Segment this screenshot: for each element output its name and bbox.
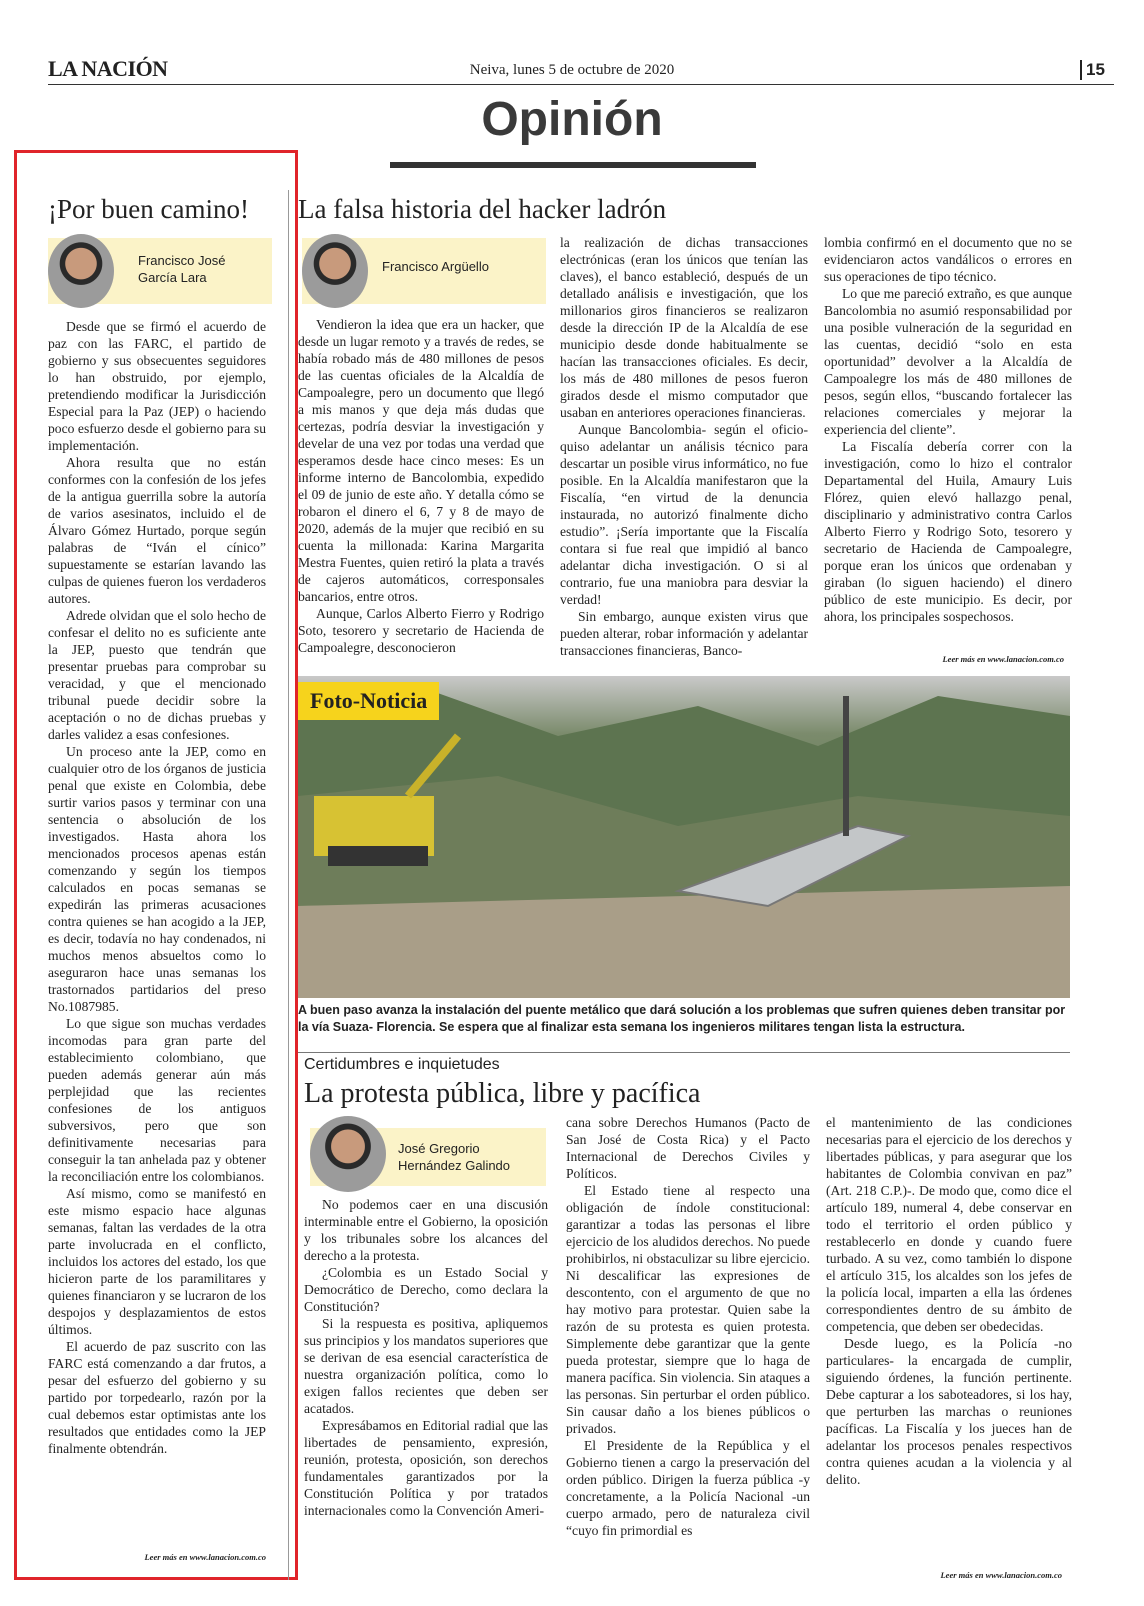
- author-name: Francisco José García Lara: [138, 253, 226, 285]
- paragraph: Lo que sigue son muchas verdades incomodas para gran parte del establecimiento colombiano, que pueden además generar aún más perplejidad que las recientes confesiones de los antiguos subversivos, pero que son definitivamente necesarias para conseguir la tan anhelada paz y obtener la reconciliación entre los colombianos.: [48, 1016, 266, 1184]
- masthead-rule: [48, 84, 1114, 85]
- paragraph: Ahora resulta que no están conformes con la confesión de los jefes de la antigua guerrilla sobre la autoría de varios asesinatos, incluido el de Álvaro Gómez Hurtado, porque según palabras de “Iván el cínico” supuestamente se estarían lavando las culpas de quienes fueron los verdaderos autores.: [48, 455, 266, 606]
- author-name: José Gregorio Hernández Galindo: [398, 1141, 511, 1173]
- article-column: [826, 1114, 1072, 1488]
- paragraph: Así mismo, como se manifestó en este mismo espacio hace algunas semanas, faltan las verdades de la otra parte involucrada en el conflicto, incluidos los actores del estado, los que hicieron parte de los paramilitares y quienes financiaron y se lucraron de los despojos y desplazamientos de estos últimos.: [48, 1186, 266, 1337]
- newspaper-logo: LA NACIÓN: [48, 56, 168, 81]
- paragraph: No podemos caer en una discusión interminable entre el Gobierno, la oposición y los tribunales sobre los alcances del derecho a la protesta.: [304, 1197, 548, 1263]
- paragraph: El Presidente de la República y el Gobierno tienen a cargo la preservación del orden público. Dirigen la fuerza pública -y concretamente, a la Policía Nacional -un cuerpo armado, pero de naturaleza civil “cuyo fin primordial es: [566, 1438, 810, 1538]
- author-photo: [48, 234, 114, 308]
- paragraph: El acuerdo de paz suscrito con las FARC está comenzando a dar frutos, a pesar del esfuerzo del gobierno y su partido por torpedearlo, razón por la cual debemos estar optimistas ante los resultados que entidades como la JEP finalmente obtendrán.: [48, 1339, 266, 1456]
- section-underline: [390, 162, 756, 168]
- paragraph: Sin embargo, aunque existen virus que pueden alterar, robar información y adelantar transacciones financieras, Banco-: [560, 609, 808, 658]
- paragraph: Lo que me pareció extraño, es que aunque Bancolombia no asumió responsabilidad por una posible vulneración de la seguridad en las cuentas, decidió “solo en esta oportunidad” devolver a la Alcaldía de Campoalegre los más de 480 millones de pesos, según ellos, “buscando fortalecer las relaciones comerciales y mejorar la experiencia del cliente”.: [824, 286, 1072, 437]
- column-kicker: Certidumbres e inquietudes: [304, 1056, 500, 1073]
- news-photo: [298, 676, 1070, 998]
- read-more-link[interactable]: Leer más en www.lanacion.com.co: [144, 1552, 266, 1562]
- paragraph: lombia confirmó en el documento que no se evidenciaron actos vandálicos o errores en sus operaciones de tipo técnico.: [824, 235, 1072, 284]
- article-body: [48, 318, 266, 1457]
- photo-news-label: Foto-Noticia: [298, 682, 439, 720]
- author-box: [302, 238, 546, 304]
- article-column: [298, 316, 544, 656]
- article-column: [304, 1196, 548, 1519]
- paragraph: ¿Colombia es un Estado Social y Democrático de Derecho, como declara la Constitución?: [304, 1265, 548, 1314]
- paragraph: Un proceso ante la JEP, como en cualquier otro de los órganos de justicia penal que existe en Colombia, debe surtir varios pasos y terminar con una sentencia o absolución de los investigados. Hasta ahora los mencionados procesos apenas están comenzando y según los tiempos calculados en pocas semanas se expedirán las primeras acusaciones contra quienes se han acogido a la JEP, es decir, todavía no hay condenados, ni muchos menos absueltos como lo aseguraron hace unas semanas los trastornados partidarios del preso No.1087985.: [48, 744, 266, 1014]
- paragraph: Desde que se firmó el acuerdo de paz con las FARC, el partido de gobierno y sus obsecuentes seguidores lo han obstruido, por ejemplo, pretendiendo modificar la Jurisdicción Especial para la Paz (JEP) o haciendo poco esfuerzo desde el gobierno para su implementación.: [48, 319, 266, 453]
- article-column: [824, 234, 1072, 625]
- article-headline: La protesta pública, libre y pacífica: [304, 1078, 701, 1109]
- article-column: [566, 1114, 810, 1539]
- article-headline: La falsa historia del hacker ladrón: [298, 194, 667, 224]
- dateline: Neiva, lunes 5 de octubre de 2020: [469, 62, 675, 78]
- paragraph: el mantenimiento de las condiciones necesarias para el ejercicio de los derechos y libertades públicas, y para asegurar que los habitantes de Colombia convivan en paz” (Art. 218 C.P.)-. De modo que, como dice el artículo 189, numeral 4, debe conservar en todo el territorio el orden público y restablecerlo en donde y cuando fuere turbado. A su vez, como también lo dispone el artículo 315, los alcaldes son los jefes de la policía local, imparten a ella las órdenes correspondientes dentro de su ámbito de competencia, que deben ser obedecidas.: [826, 1115, 1072, 1334]
- article-column: [560, 234, 808, 659]
- article-headline: ¡Por buen camino!: [48, 194, 249, 224]
- column-divider: [288, 190, 289, 1580]
- photo-caption: A buen paso avanza la instalación del puente metálico que dará solución a los problemas que sufren quienes deben transitar por la vía Suaza- Florencia. Se espera que al finalizar esta semana los ingenieros militares tengan lista la estructura.: [298, 1003, 1066, 1034]
- section-divider: [298, 1052, 1070, 1053]
- author-name: Francisco Argüello: [382, 259, 489, 274]
- author-photo: [302, 234, 368, 308]
- read-more-link[interactable]: Leer más en www.lanacion.com.co: [940, 1570, 1062, 1580]
- paragraph: Expresábamos en Editorial radial que las libertades de pensamiento, expresión, reunión, protesta, oposición, son derechos fundamentales garantizados por la Constitución Política y por tratados internacionales como la Convención Ameri-: [304, 1418, 548, 1518]
- paragraph: Desde luego, es la Policía -no particulares- la encargada de cumplir, siguiendo órdenes, la función pertinente. Debe capturar a los saboteadores, si los hay, que perturben las marchas o reuniones pacíficas. La Fiscalía y los jueces han de adelantar los procesos penales respectivos contra quienes acudan a la violencia y al delito.: [826, 1336, 1072, 1487]
- paragraph: cana sobre Derechos Humanos (Pacto de San José de Costa Rica) y el Pacto Internacional de Derechos Civiles y Políticos.: [566, 1115, 810, 1181]
- author-box: [48, 238, 272, 304]
- paragraph: Vendieron la idea que era un hacker, que desde un lugar remoto y a través de redes, se había robado más de 480 millones de pesos de las cuentas oficiales de la Alcaldía de Campoalegre, pero un documento que llegó a mis manos y que deja más dudas que certezas, podría desviar la investigación y develar de una vez por todas una verdad que esperamos desde hace cinco meses: Es un informe interno de Bancolombia, expedido el 09 de junio de este año. Y detalla cómo se robaron el dinero el 6, 7 y 8 de mayo de 2020, además de la mujer que recibió en su cuenta la millonada: Karina Margarita Mestra Fuentes, quien retiró la plata a través de cajeros automáticos, corresponsales bancarios, entre otros.: [298, 317, 544, 604]
- author-box: [310, 1128, 546, 1186]
- read-more-link[interactable]: Leer más en www.lanacion.com.co: [942, 654, 1064, 664]
- construction-scene-image: [298, 676, 1070, 998]
- paragraph: la realización de dichas transacciones electrónicas (eran los únicos que tenían las claves), el banco estableció, después de un detallado análisis e investigación, que los millonarios giros financieros se realizaron desde la dirección IP de la Alcaldía de ese municipio desde donde habitualmente se hacían las transacciones oficiales. Es decir, los más de 480 millones de pesos fueron girados desde el mismo computador que usaban en anteriores operaciones financieras.: [560, 235, 808, 420]
- page-number: 15: [1080, 60, 1105, 80]
- paragraph: Adrede olvidan que el solo hecho de confesar el delito no es suficiente ante la JEP, puesto que tendrán que presentar pruebas para comprobar su veracidad, y que el mencionado tribunal puede decidir sobre la aceptación o no de dichas pruebas y darles validez a esas confesiones.: [48, 608, 266, 742]
- paragraph: Aunque Bancolombia- según el oficio- quiso adelantar un análisis técnico para descartar un posible virus informático, no fue posible. En la Alcaldía manifestaron que la Fiscalía, “en virtud de la denuncia instaurada, no autorizó finalmente dicho estudio”. ¡Sería importante que la Fiscalía contara si fue real que impidió al banco adelantar dicha investigación. O si al contrario, fue una maniobra para desviar la verdad!: [560, 422, 808, 607]
- paragraph: Aunque, Carlos Alberto Fierro y Rodrigo Soto, tesorero y secretario de Hacienda de Campoalegre, desconocieron: [298, 606, 544, 655]
- section-title: Opinión: [481, 93, 663, 146]
- paragraph: Si la respuesta es positiva, apliquemos sus principios y los mandatos superiores que se derivan de esa esencial característica de nuestra organización política, como lo exigen fallos recientes que deben ser acatados.: [304, 1316, 548, 1416]
- author-photo: [310, 1116, 386, 1192]
- paragraph: La Fiscalía debería correr con la investigación, como lo hizo el contralor Departamental del Huila, Amaury Luis Flórez, quien elevó hallazgo penal, disciplinario y administrativo contra Carlos Alberto Fierro y Rodrigo Soto, tesorero y secretario de Hacienda de Campoalegre, porque eran los únicos que ordenaban y giraban (lo siguen haciendo) el dinero público de este municipio. Es decir, por ahora, los principales sospechosos.: [824, 439, 1072, 624]
- paragraph: El Estado tiene al respecto una obligación de índole constitucional: garantizar a todas las personas el libre ejercicio de los aludidos derechos. No puede prohibirlos, ni obstaculizar su libre ejercicio. Ni descalificar las expresiones de descontento, con el argumento de que no hay motivo para protestar. Quien sabe la razón de su protesta es quien protesta. Simplemente debe garantizar que la gente pueda protestar, siempre que lo haga de manera pacífica. Sin violencia. Sin ataques a las personas. Sin perturbar el orden público. Sin causar daño a los bienes públicos o privados.: [566, 1183, 810, 1436]
